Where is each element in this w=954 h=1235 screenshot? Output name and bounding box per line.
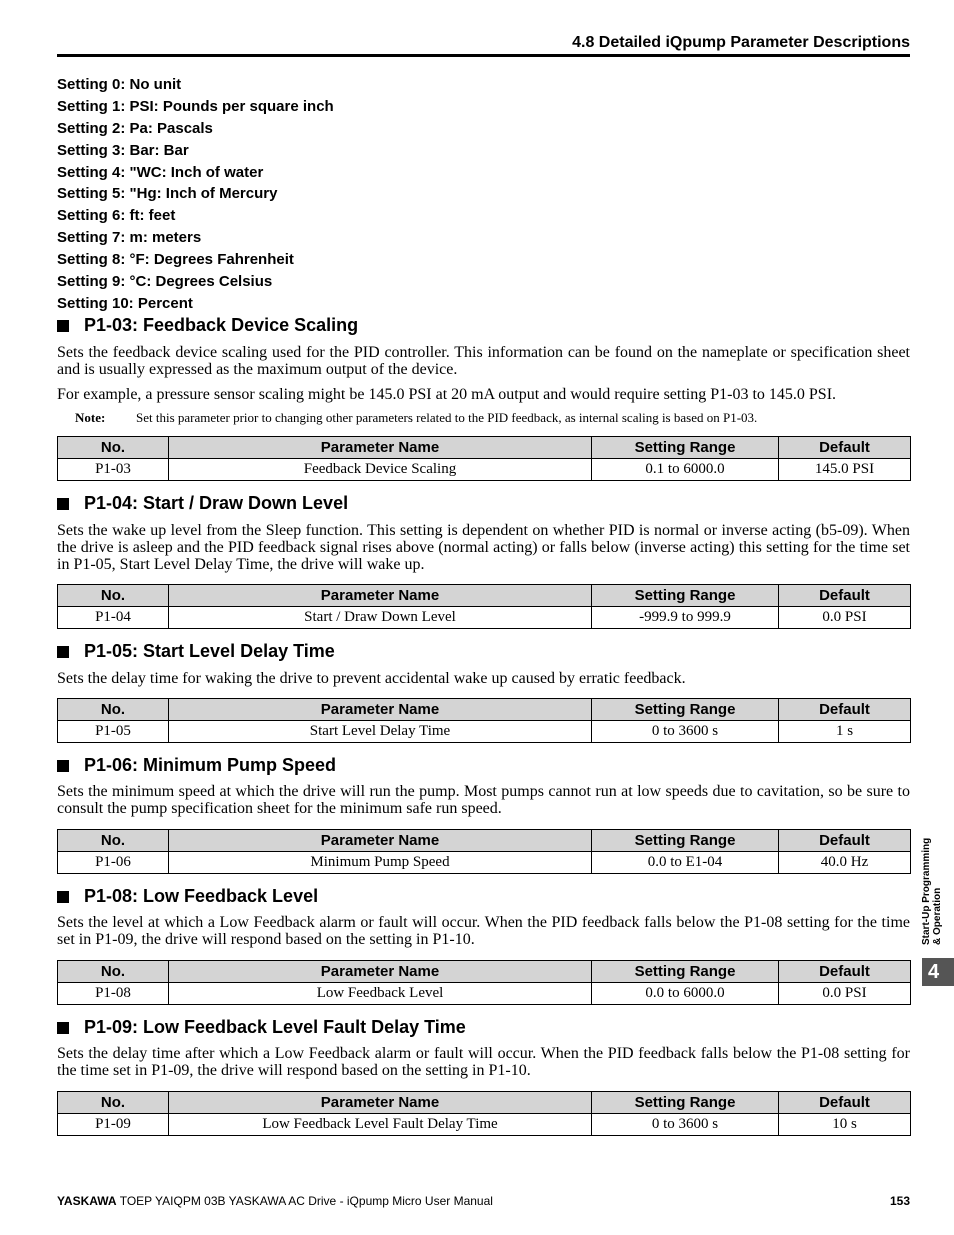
square-bullet-icon [57, 646, 69, 658]
table-header-row [58, 1092, 911, 1114]
col-header-range: Setting Range [592, 830, 779, 852]
col-header-name: Parameter Name [169, 585, 592, 607]
cell-range: 0.1 to 6000.0 [592, 459, 779, 481]
paragraph: Sets the feedback device scaling used for the PID controller. This information can be found on the nameplate or specification sheet and is usually expressed as the maximum output of the device. [57, 344, 910, 378]
table-header-row [58, 830, 911, 852]
section-p1-03 [57, 313, 910, 337]
section-p1-09 [57, 1015, 910, 1039]
cell-range: 0.0 to 6000.0 [592, 983, 779, 1005]
cell-no: P1-04 [58, 607, 169, 629]
col-header-no: No. [58, 830, 169, 852]
section-title: P1-05: Start Level Delay Time [57, 639, 910, 663]
section-p1-05 [57, 639, 910, 663]
note-label: Note: [75, 410, 106, 425]
col-header-default: Default [779, 699, 911, 721]
setting-item: Setting 8: °F: Degrees Fahrenheit [57, 251, 294, 269]
settings-list [57, 74, 334, 315]
section-p1-04-body [57, 522, 910, 573]
table-header-row [58, 961, 911, 983]
parameter-table-p1-09 [57, 1091, 911, 1136]
header-rule [57, 54, 910, 57]
cell-default: 40.0 Hz [779, 852, 911, 874]
col-header-default: Default [779, 961, 911, 983]
col-header-range: Setting Range [592, 437, 779, 459]
col-header-no: No. [58, 437, 169, 459]
parameter-table-p1-08 [57, 960, 911, 1005]
table-row [58, 983, 911, 1005]
section-p1-09-body [57, 1045, 910, 1079]
section-title: P1-06: Minimum Pump Speed [57, 753, 910, 777]
col-header-range: Setting Range [592, 1092, 779, 1114]
table-header-row [58, 699, 911, 721]
setting-item: Setting 1: PSI: Pounds per square inch [57, 97, 334, 115]
cell-default: 0.0 PSI [779, 983, 911, 1005]
cell-no: P1-03 [58, 459, 169, 481]
col-header-default: Default [779, 830, 911, 852]
cell-default: 10 s [779, 1114, 911, 1136]
chapter-number-tab: 4 [922, 958, 954, 986]
parameter-table-p1-03 [57, 436, 911, 481]
cell-no: P1-09 [58, 1114, 169, 1136]
col-header-range: Setting Range [592, 585, 779, 607]
paragraph: Sets the minimum speed at which the drive will run the pump. Most pumps cannot run at low speeds due to cavitation, so be sure to consult the pump specification sheet for the minimum safe run speed. [57, 783, 910, 817]
cell-name: Low Feedback Level [169, 983, 592, 1005]
footer-doc-title: TOEP YAIQPM 03B YASKAWA AC Drive - iQpump Micro User Manual [119, 1194, 493, 1208]
table-row [58, 852, 911, 874]
cell-no: P1-08 [58, 983, 169, 1005]
setting-item: Setting 4: "WC: Inch of water [57, 163, 264, 181]
setting-item: Setting 10: Percent [57, 294, 193, 312]
cell-name: Minimum Pump Speed [169, 852, 592, 874]
setting-item: Setting 2: Pa: Pascals [57, 119, 213, 137]
section-p1-05-body [57, 670, 910, 687]
table-row [58, 1114, 911, 1136]
square-bullet-icon [57, 891, 69, 903]
note-text: Set this parameter prior to changing other parameters related to the PID feedback, as internal scaling is based on P1-03. [136, 410, 758, 425]
cell-default: 0.0 PSI [779, 607, 911, 629]
cell-no: P1-05 [58, 721, 169, 743]
section-p1-03-example [57, 386, 910, 403]
cell-range: 0.0 to E1-04 [592, 852, 779, 874]
note [57, 409, 910, 426]
setting-item: Setting 6: ft: feet [57, 207, 176, 225]
section-title: P1-03: Feedback Device Scaling [57, 313, 910, 337]
cell-name: Feedback Device Scaling [169, 459, 592, 481]
chapter-side-label [921, 815, 945, 945]
parameter-table-p1-04 [57, 584, 911, 629]
col-header-range: Setting Range [592, 699, 779, 721]
cell-name: Start / Draw Down Level [169, 607, 592, 629]
col-header-name: Parameter Name [169, 1092, 592, 1114]
footer-brand: YASKAWA [57, 1194, 117, 1208]
section-p1-06 [57, 753, 910, 777]
section-p1-04 [57, 491, 910, 515]
paragraph: Sets the level at which a Low Feedback alarm or fault will occur. When the PID feedback falls below the P1-08 setting for the time set in P1-09, the drive will respond based on the setting in P1-10. [57, 914, 910, 948]
col-header-name: Parameter Name [169, 437, 592, 459]
col-header-default: Default [779, 1092, 911, 1114]
col-header-range: Setting Range [592, 961, 779, 983]
section-p1-06-body [57, 783, 910, 817]
page-header-title: 4.8 Detailed iQpump Parameter Descriptions [572, 34, 910, 51]
section-p1-03-note [57, 409, 910, 426]
chapter-side-label-line1: Start-Up Programming [921, 837, 932, 945]
col-header-default: Default [779, 437, 911, 459]
page-number: 153 [889, 1194, 910, 1208]
square-bullet-icon [57, 760, 69, 772]
cell-default: 1 s [779, 721, 911, 743]
cell-range: 0 to 3600 s [592, 1114, 779, 1136]
square-bullet-icon [57, 1022, 69, 1034]
parameter-table-p1-05 [57, 698, 911, 743]
setting-item: Setting 0: No unit [57, 76, 182, 93]
section-p1-03-body [57, 344, 910, 378]
section-title: P1-08: Low Feedback Level [57, 884, 910, 908]
col-header-name: Parameter Name [169, 961, 592, 983]
section-p1-08-body [57, 914, 910, 948]
footer-document-info [57, 1194, 493, 1208]
cell-range: -999.9 to 999.9 [592, 607, 779, 629]
setting-item: Setting 3: Bar: Bar [57, 141, 189, 159]
col-header-no: No. [58, 585, 169, 607]
paragraph: Sets the wake up level from the Sleep function. This setting is dependent on whether PID is normal or inverse acting (b5-09). When the drive is asleep and the PID feedback signal rises above (normal acting) or falls below (inverse acting) this setting for the time set in P1-05, Start Level Delay Time, the drive will wake up. [57, 522, 910, 573]
col-header-no: No. [58, 1092, 169, 1114]
paragraph: Sets the delay time for waking the drive to prevent accidental wake up caused by erratic feedback. [57, 670, 686, 687]
col-header-no: No. [58, 961, 169, 983]
cell-name: Low Feedback Level Fault Delay Time [169, 1114, 592, 1136]
setting-item: Setting 9: °C: Degrees Celsius [57, 273, 273, 291]
col-header-default: Default [779, 585, 911, 607]
table-header-row [58, 585, 911, 607]
col-header-name: Parameter Name [169, 830, 592, 852]
square-bullet-icon [57, 320, 69, 332]
setting-item: Setting 5: "Hg: Inch of Mercury [57, 185, 278, 203]
section-title: P1-09: Low Feedback Level Fault Delay Time [57, 1015, 910, 1039]
section-title: P1-04: Start / Draw Down Level [57, 491, 910, 515]
cell-no: P1-06 [58, 852, 169, 874]
paragraph: For example, a pressure sensor scaling might be 145.0 PSI at 20 mA output and would require setting P1-03 to 145.0 PSI. [57, 386, 837, 403]
table-row [58, 459, 911, 481]
col-header-no: No. [58, 699, 169, 721]
parameter-table-p1-06 [57, 829, 911, 874]
table-row [58, 607, 911, 629]
table-header-row [58, 437, 911, 459]
cell-name: Start Level Delay Time [169, 721, 592, 743]
cell-range: 0 to 3600 s [592, 721, 779, 743]
table-row [58, 721, 911, 743]
square-bullet-icon [57, 498, 69, 510]
chapter-side-label-line2: & Operation [932, 887, 943, 945]
setting-item: Setting 7: m: meters [57, 229, 202, 247]
section-p1-08 [57, 884, 910, 908]
cell-default: 145.0 PSI [779, 459, 911, 481]
col-header-name: Parameter Name [169, 699, 592, 721]
paragraph: Sets the delay time after which a Low Feedback alarm or fault will occur. When the PID feedback falls below the P1-08 setting for the time set in P1-09, the drive will respond based on the setting in P1-10. [57, 1045, 910, 1079]
